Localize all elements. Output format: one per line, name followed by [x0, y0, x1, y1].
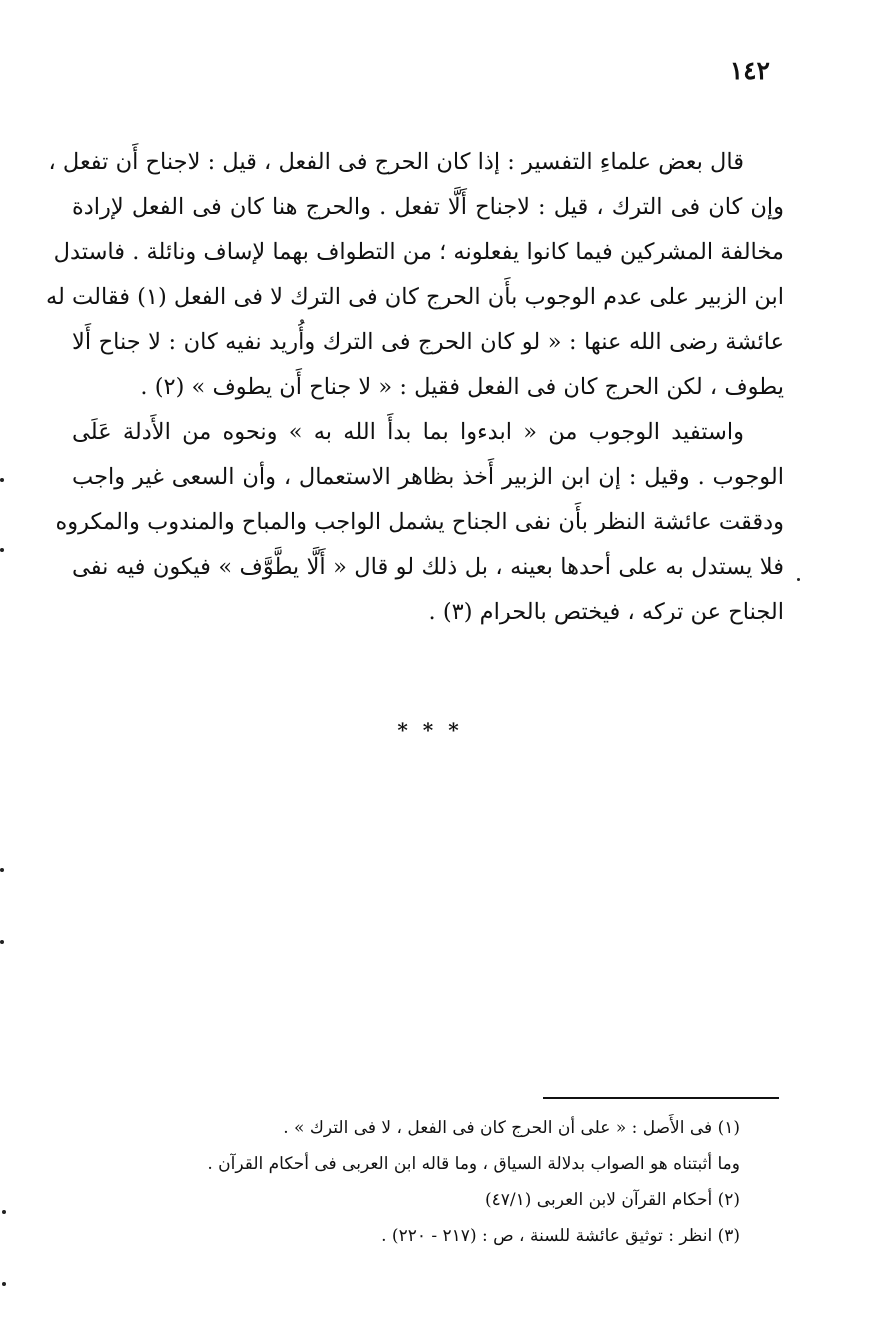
scan-speck [0, 868, 4, 872]
footnotes [160, 1110, 740, 1254]
body-line-11: الجناح عن تركه ، فيختص بالحرام (٣) . [428, 599, 784, 625]
footnote-divider [543, 1097, 779, 1099]
page-number: ١٤٢ [729, 56, 770, 85]
body-line-7: واستفيد الوجوب من « ابدءوا بما بدأَ الله به » ونحوه من الأَدلة عَلَى [72, 419, 744, 445]
body-line-9: ودققت عائشة النظر بأَن نفى الجناح يشمل الواجب والمباح والمندوب والمكروه [55, 509, 784, 535]
body-text [45, 140, 784, 635]
scan-speck [0, 548, 4, 552]
body-line-5: عائشة رضى الله عنها : « لو كان الحرج فى الترك وأُريد نفيه كان : لا جناح أَلا [72, 329, 784, 355]
scan-speck [797, 578, 800, 581]
footnote-1-continuation: وما أثبتناه هو الصواب بدلالة السياق ، وما قاله ابن العربى فى أحكام القرآن . [207, 1154, 740, 1174]
body-line-10: فلا يستدل به على أحدها بعينه ، بل ذلك لو قال « أَلَّا يطَّوَّف » فيكون فيه نفى [72, 554, 784, 580]
footnote-1: (١) فى الأَصل : « على أن الحرج كان فى الفعل ، لا فى الترك » . [283, 1118, 740, 1138]
section-separator: * * * [397, 718, 463, 742]
body-line-6: يطوف ، لكن الحرج كان فى الفعل فقيل : « لا جناح أَن يطوف » (٢) . [140, 374, 784, 400]
body-line-1: قال بعض علماءِ التفسير : إذا كان الحرج فى الفعل ، قيل : لاجناح أَن تفعل ، [48, 149, 744, 175]
scan-speck [0, 940, 4, 944]
scan-speck [2, 1282, 6, 1286]
body-line-8: الوجوب . وقيل : إن ابن الزبير أَخذ بظاهر الاستعمال ، وأن السعى غير واجب [72, 464, 784, 490]
body-line-3: مخالفة المشركين فيما كانوا يفعلونه ؛ من التطواف بهما لإساف ونائلة . فاستدل [53, 239, 784, 265]
body-line-4: ابن الزبير على عدم الوجوب بأَن الحرج كان فى الترك لا فى الفعل (١) فقالت له [45, 284, 784, 310]
footnote-3: (٣) انظر : توثيق عائشة للسنة ، ص : (٢١٧ - ٢٢٠) . [381, 1226, 740, 1246]
scan-speck [0, 478, 4, 482]
scan-speck [2, 1210, 6, 1214]
footnote-2: (٢) أحكام القرآن لابن العربى (٤٧/١) [485, 1190, 740, 1210]
body-line-2: وإن كان فى الترك ، قيل : لاجناح أَلَّا تفعل . والحرج هنا كان فى الفعل لإرادة [72, 194, 784, 220]
